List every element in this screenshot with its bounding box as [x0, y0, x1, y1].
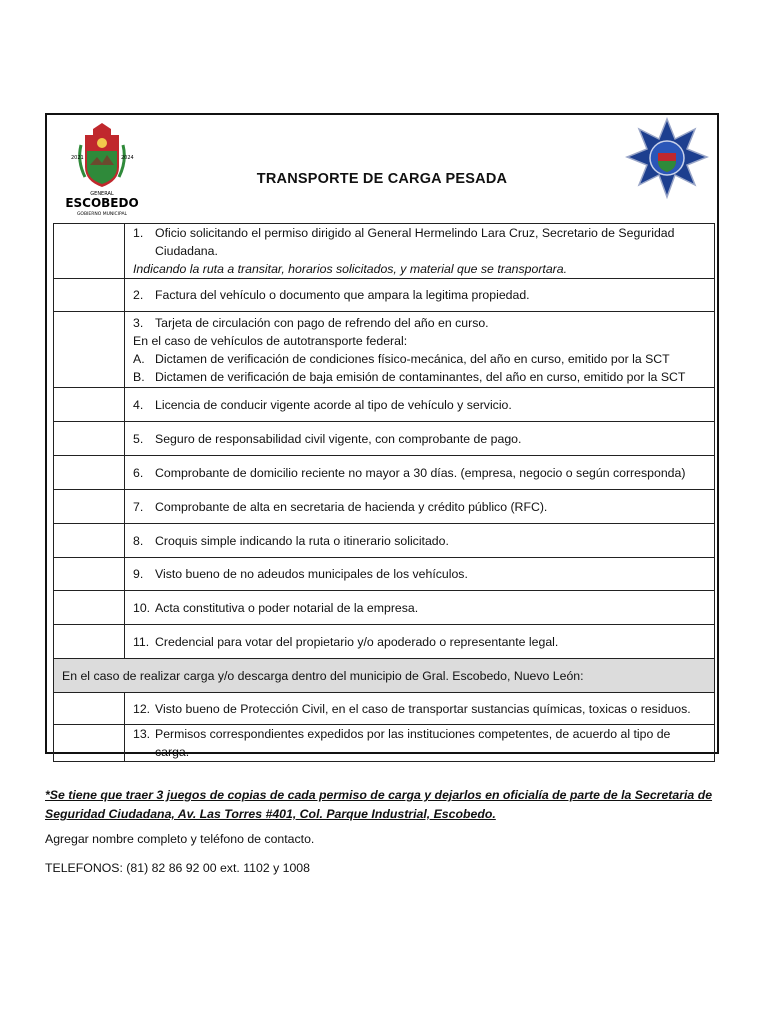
- document-frame: [45, 113, 719, 759]
- table-row: 13. Permisos correspondientes expedidos por las instituciones competentes, de acuerdo al tipo de carga.: [54, 725, 715, 762]
- checkbox-cell[interactable]: [54, 456, 125, 490]
- checkbox-cell[interactable]: [54, 625, 125, 659]
- page-title: TRANSPORTE DE CARGA PESADA: [256, 171, 508, 187]
- table-row: 6. Comprobante de domicilio reciente no mayor a 30 días. (empresa, negocio o según corresponda): [54, 456, 715, 490]
- requirement-text: Credencial para votar del propietario y/o apoderado o representante legal.: [155, 634, 559, 649]
- requirement-text: Comprobante de domicilio reciente no mayor a 30 días. (empresa, negocio o según corresponda): [155, 465, 686, 480]
- table-row: 1. Oficio solicitando el permiso dirigido al General Hermelindo Lara Cruz, Secretario de Seguridad Ciudadana. Indicando la ruta a transitar, horarios solicitados, y material que se transportara.: [54, 224, 715, 279]
- requirements-table: [53, 223, 715, 762]
- checkbox-cell[interactable]: [54, 388, 125, 422]
- section-row: [54, 659, 715, 693]
- requirement-text: Seguro de responsabilidad civil vigente, con comprobante de pago.: [155, 431, 522, 446]
- important-note: *Se tiene que traer 3 juegos de copias de cada permiso de carga y dejarlos en oficialía de parte de la Secretaria de Seguridad Ciudadana, Av. Las Torres #401, Col. Parque Industrial, Escobedo.: [45, 788, 713, 821]
- logo-year-start: 2021: [71, 155, 84, 161]
- section-label: En el caso de realizar carga y/o descarga dentro del municipio de Gral. Escobedo, Nuevo León:: [54, 659, 715, 693]
- requirement-subitem: Dictamen de verificación de condiciones físico-mecánica, del año en curso, emitido por la SCT: [155, 351, 670, 366]
- requirement-text: Factura del vehículo o documento que ampara la legitima propiedad.: [155, 288, 530, 302]
- requirement-subitem: Dictamen de verificación de baja emisión de contaminantes, del año en curso, emitido por la SCT: [155, 369, 686, 384]
- table-row: 9. Visto bueno de no adeudos municipales de los vehículos.: [54, 558, 715, 591]
- checkbox-cell[interactable]: [54, 279, 125, 312]
- table-row: 10. Acta constitutiva o poder notarial de la empresa.: [54, 591, 715, 625]
- checkbox-cell[interactable]: [54, 312, 125, 388]
- requirement-extra: En el caso de vehículos de autotransporte federal:: [133, 333, 408, 348]
- checkbox-cell[interactable]: [54, 693, 125, 725]
- requirement-text: Tarjeta de circulación con pago de refrendo del año en curso.: [155, 315, 489, 330]
- requirement-text: Permisos correspondientes expedidos por las instituciones competentes, de acuerdo al tipo de carga.: [155, 727, 671, 759]
- requirement-text: Acta constitutiva o poder notarial de la empresa.: [155, 600, 419, 615]
- checkbox-cell[interactable]: [54, 558, 125, 591]
- table-row: 12. Visto bueno de Protección Civil, en el caso de transportar sustancias químicas, toxicas o residuos.: [54, 693, 715, 725]
- requirement-text: Visto bueno de Protección Civil, en el caso de transportar sustancias químicas, toxicas o residuos.: [155, 701, 691, 716]
- table-row: 5. Seguro de responsabilidad civil vigente, con comprobante de pago.: [54, 422, 715, 456]
- logo-sub-line: GOBIERNO MUNICIPAL: [76, 212, 128, 217]
- table-row: 4. Licencia de conducir vigente acorde al tipo de vehículo y servicio.: [54, 388, 715, 422]
- table-row: 2. Factura del vehículo o documento que ampara la legitima propiedad.: [54, 279, 715, 312]
- table-row: 8. Croquis simple indicando la ruta o itinerario solicitado.: [54, 524, 715, 558]
- checkbox-cell[interactable]: [54, 490, 125, 524]
- phone-numbers: TELEFONOS: (81) 82 86 92 00 ext. 1102 y 1008: [45, 861, 310, 875]
- requirement-text: Comprobante de alta en secretaria de hacienda y crédito público (RFC).: [155, 499, 548, 514]
- logo-name: ESCOBEDO: [65, 196, 139, 210]
- requirement-note: Indicando la ruta a transitar, horarios solicitados, y material que se transportara.: [133, 262, 568, 276]
- logo-year-end: 2024: [121, 155, 134, 161]
- checkbox-cell[interactable]: [54, 725, 125, 762]
- checkbox-cell[interactable]: [54, 591, 125, 625]
- table-row: 11. Credencial para votar del propietario y/o apoderado o representante legal.: [54, 625, 715, 659]
- requirement-text: Oficio solicitando el permiso dirigido al General Hermelindo Lara Cruz, Secretario de Seguridad Ciudadana.: [155, 226, 675, 258]
- police-star-badge-icon: [625, 117, 709, 201]
- table-row: 7. Comprobante de alta en secretaria de hacienda y crédito público (RFC).: [54, 490, 715, 524]
- requirement-text: Croquis simple indicando la ruta o itinerario solicitado.: [155, 533, 449, 548]
- checkbox-cell[interactable]: [54, 524, 125, 558]
- checkbox-cell[interactable]: [54, 224, 125, 279]
- contact-instruction: Agregar nombre completo y teléfono de contacto.: [45, 832, 315, 846]
- logo-top-line: GENERAL: [90, 191, 114, 197]
- checkbox-cell[interactable]: [54, 422, 125, 456]
- requirement-text: Licencia de conducir vigente acorde al tipo de vehículo y servicio.: [155, 397, 512, 412]
- document-header: [47, 115, 717, 223]
- table-row: 3. Tarjeta de circulación con pago de refrendo del año en curso. En el caso de vehículos de autotransporte federal: A. Dictamen de verificación de condiciones físico-mecánica, del año en curso, emitido por la SCT B. Dictamen de verificación de baja emisión de contaminantes, del año en curso, emitido por la SCT: [54, 312, 715, 388]
- requirement-text: Visto bueno de no adeudos municipales de los vehículos.: [155, 567, 468, 581]
